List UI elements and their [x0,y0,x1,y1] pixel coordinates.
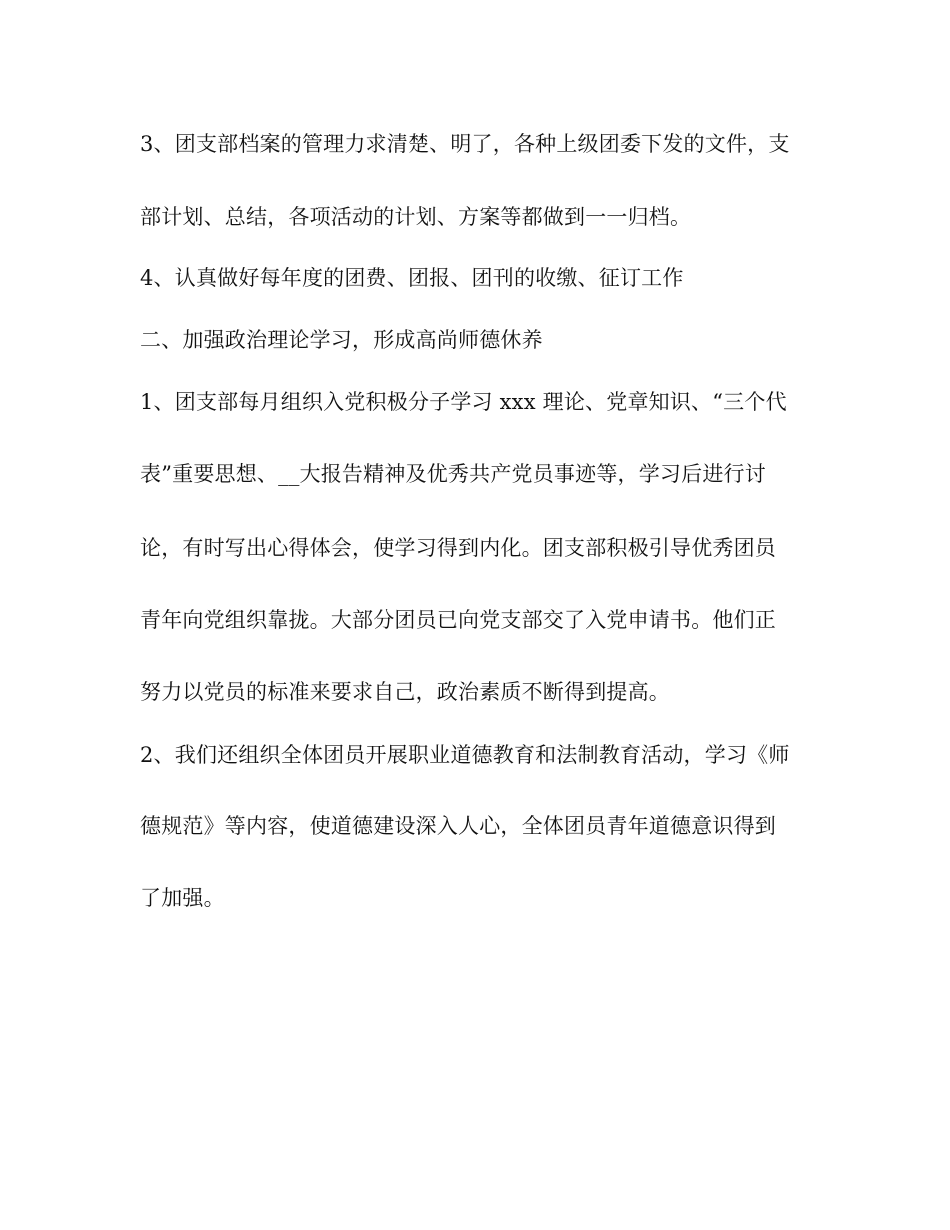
paragraph-line: 德规范》等内容，使道德建设深入人心，全体团员青年道德意识得到 [140,814,776,838]
paragraph-line: 部计划、总结，各项活动的计划、方案等都做到一一归档。 [140,205,692,229]
section-heading: 二、加强政治理论学习，形成高尚师德休养 [140,328,543,352]
paragraph-line: 1、团支部每月组织入党积极分子学习 xxx 理论、党章知识、“三个代 [140,390,787,414]
paragraph-line: 4、认真做好每年度的团费、团报、团刊的收缴、征订工作 [140,266,684,290]
paragraph-line: 3、团支部档案的管理力求清楚、明了，各种上级团委下发的文件，支 [140,132,790,156]
paragraph-line: 努力以党员的标准来要求自己，政治素质不断得到提高。 [140,680,670,704]
paragraph-line: 论，有时写出心得体会，使学习得到内化。团支部积极引导优秀团员 [140,536,776,560]
paragraph-line: 表”重要思想、__大报告精神及优秀共产党员事迹等，学习后进行讨 [140,462,766,486]
paragraph-line: 青年向党组织靠拢。大部分团员已向党支部交了入党申请书。他们正 [140,608,776,632]
paragraph-line: 2、我们还组织全体团员开展职业道德教育和法制教育活动，学习《师 [140,743,790,767]
paragraph-line: 了加强。 [140,886,225,910]
